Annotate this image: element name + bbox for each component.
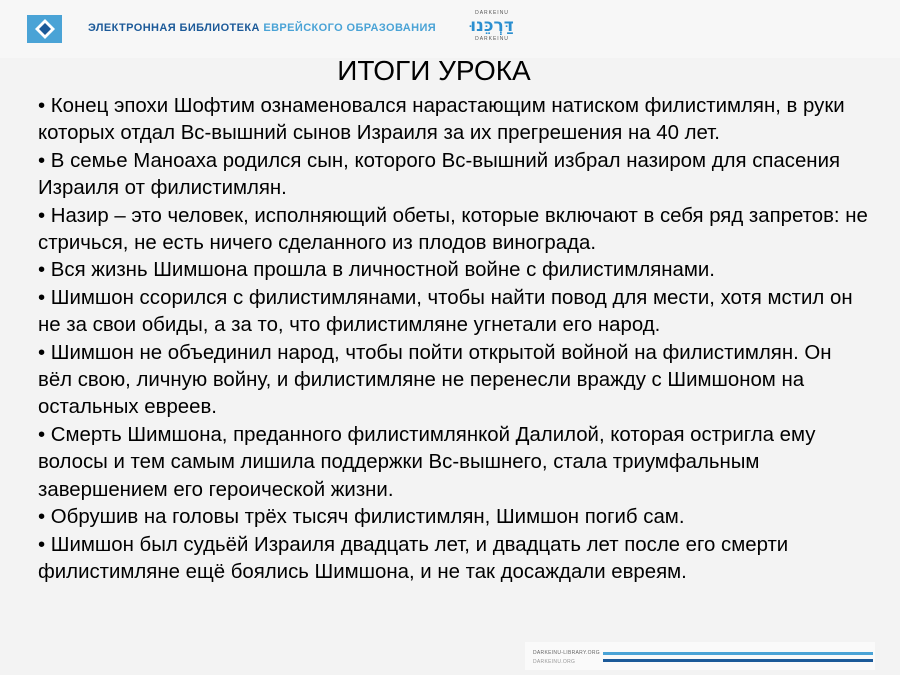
- footer-site-link[interactable]: DARKEINU.ORG: [533, 659, 576, 665]
- summary-list: [38, 93, 868, 586]
- library-title-part1: ЭЛЕКТРОННАЯ БИБЛИОТЕКА: [88, 22, 260, 34]
- header-band: [0, 0, 900, 58]
- slide-title: ИТОГИ УРОКА: [337, 55, 531, 86]
- summary-bullet: • Шимшон не объединил народ, чтобы пойти открытой войной на филистимлян. Он вёл свою, личную войну, и филистимляне не перенесли вражду с Шимшоном на остальных евреев.: [38, 341, 832, 419]
- summary-bullet: • Обрушив на головы трёх тысяч филистимлян, Шимшон погиб сам.: [38, 506, 685, 529]
- footer-divider: [603, 659, 873, 662]
- library-title: [88, 22, 436, 34]
- summary-bullet: • Шимшон был судьёй Израиля двадцать лет, и двадцать лет после его смерти филистимляне ещё боялись Шимшона, и не так досаждали евреям.: [38, 533, 789, 583]
- brand-hebrew-text: דַּרְכֵּנוּ: [470, 16, 514, 36]
- summary-bullet: • Назир – это человек, исполняющий обеты, которые включают в себя ряд запретов: не стричься, не есть ничего сделанного из плодов винограда.: [38, 204, 868, 255]
- brand-logo: [462, 10, 522, 46]
- footer-site-link[interactable]: DARKEINU-LIBRARY.ORG: [533, 650, 600, 656]
- library-title-part2: ЕВРЕЙСКОГО ОБРАЗОВАНИЯ: [263, 22, 437, 34]
- summary-bullet: • Смерть Шимшона, преданного филистимлянкой Далилой, которая остригла ему волосы и тем самым лишила поддержки Вс-вышнего, стала триумфальным завершением его героической жизни.: [38, 423, 816, 501]
- summary-bullet: • Вся жизнь Шимшона прошла в личностной войне с филистимлянами.: [38, 259, 715, 282]
- footer-divider: [603, 652, 873, 655]
- diamond-logo-icon: [27, 15, 62, 43]
- summary-bullet: • Конец эпохи Шофтим ознаменовался нарастающим натиском филистимлян, в руки которых отдал Вс-вышний сынов Израиля за их прегрешения на 40 лет.: [38, 95, 845, 145]
- footer: [525, 642, 875, 670]
- summary-bullet: • Шимшон ссорился с филистимлянами, чтобы найти повод для мести, хотя мстил он не за свои обиды, а за то, что филистимляне угнетали его народ.: [38, 286, 853, 337]
- brand-top-text: DARKEINU: [475, 10, 509, 16]
- brand-bottom-text: DARKEINU: [475, 36, 509, 42]
- summary-bullet: • В семье Маноаха родился сын, которого Вс-вышний избрал назиром для спасения Израиля от филистимлян.: [38, 149, 841, 200]
